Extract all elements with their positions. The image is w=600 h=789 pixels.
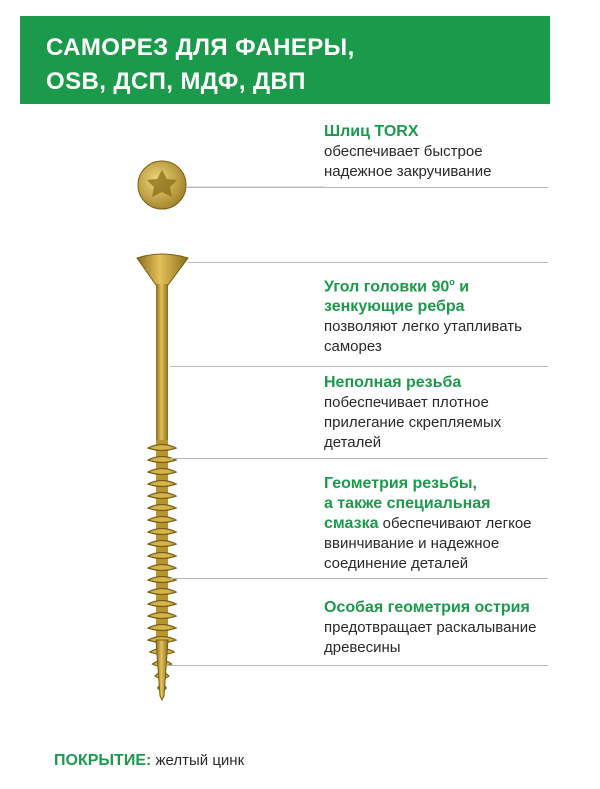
feature-2-text-2: саморез: [324, 338, 382, 356]
feature-4-text-2: соединение деталей: [324, 555, 469, 572]
feature-1-text-1: обеспечивает быстрое: [324, 143, 483, 160]
feature-head-angle: [324, 272, 564, 357]
divider-4: [170, 458, 548, 459]
feature-4-title-2: а также специальная: [324, 495, 491, 512]
feature-torx: [324, 122, 564, 182]
feature-5-text-1: предотвращает раскалывание: [324, 619, 537, 636]
feature-4-title-1: Геометрия резьбы,: [324, 475, 477, 492]
feature-2-text-1: позволяют легко утапливать: [324, 318, 522, 336]
feature-thread-geometry: [324, 474, 564, 574]
feature-2-title-1: [324, 272, 564, 297]
feature-tip-geometry: [324, 598, 564, 658]
feature-2-title-suffix: и: [454, 278, 470, 296]
feature-5-text-2: древесины: [324, 639, 401, 656]
feature-1-title: Шлиц TORX: [324, 123, 419, 140]
feature-3-text-2: прилегание скрепляемых: [324, 414, 502, 431]
feature-1-text-2: надежное закручивание: [324, 163, 492, 180]
feature-4-text-1: ввинчивание и надежное: [324, 535, 500, 552]
title-line-1: САМОРЕЗ ДЛЯ ФАНЕРЫ,: [46, 34, 355, 61]
divider-2: [188, 262, 548, 263]
title-line-2: OSB, ДСП, МДФ, ДВП: [46, 68, 306, 95]
feature-3-text-3: деталей: [324, 434, 382, 451]
feature-4-title-3: смазка: [324, 515, 379, 532]
feature-2-title-main: Угол головки 90: [324, 278, 450, 296]
wood-screw-icon: [137, 254, 188, 700]
feature-partial-thread: [324, 373, 564, 453]
feature-2-title-2: зенкующие ребра: [324, 298, 465, 316]
divider-1: [186, 187, 548, 188]
coating-value: желтый цинк: [151, 752, 245, 769]
feature-3-title: Неполная резьба: [324, 374, 462, 391]
degree-mark: о: [449, 277, 455, 287]
feature-4-mixed-line: [324, 514, 564, 534]
divider-5: [170, 578, 548, 579]
torx-head-icon: [138, 161, 186, 209]
feature-5-title: Особая геометрия острия: [324, 599, 530, 616]
feature-4-inline-text: обеспечивают легкое: [378, 515, 532, 532]
divider-6: [166, 665, 548, 666]
coating-label: ПОКРЫТИЕ:: [54, 752, 152, 769]
coating-line: [54, 752, 244, 770]
feature-3-text-1: побеспечивает плотное: [324, 394, 489, 411]
divider-3: [170, 366, 548, 367]
